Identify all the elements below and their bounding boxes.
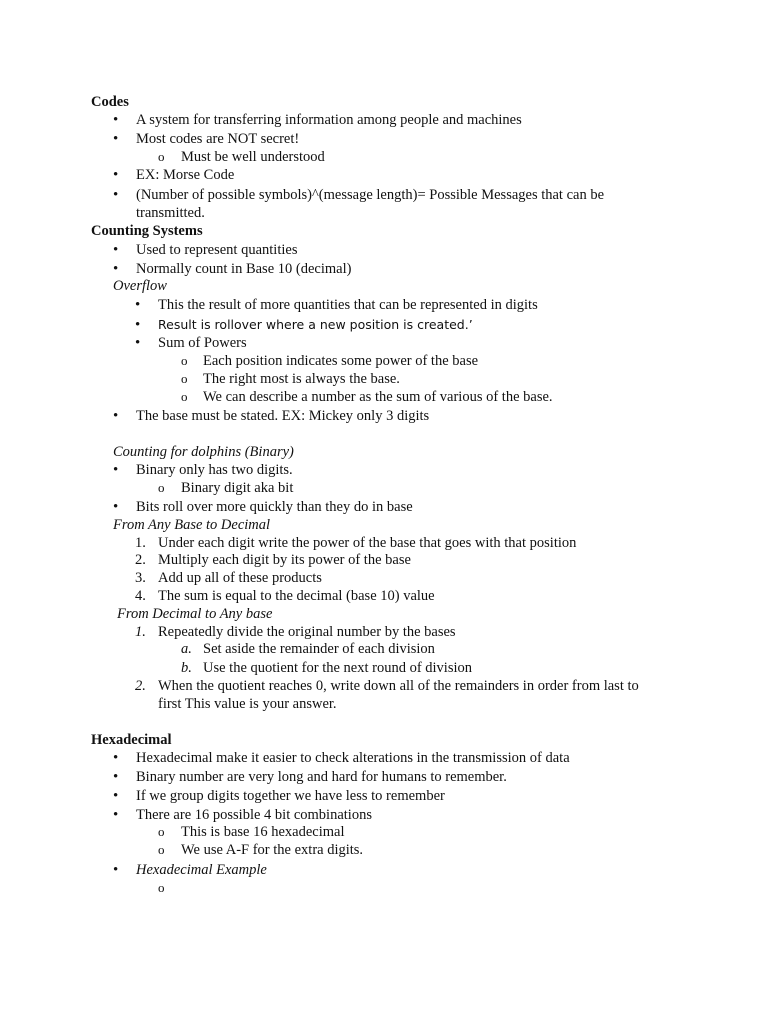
list-item-continuation: transmitted.	[136, 205, 205, 221]
item-number: 3.	[135, 570, 146, 586]
list-item-text: This is base 16 hexadecimal	[181, 824, 345, 840]
list-item-text: Result is rollover where a new position is created.’	[158, 317, 473, 332]
subheading-any-to-decimal: From Any Base to Decimal	[113, 517, 271, 533]
circle-bullet-icon: o	[158, 480, 165, 495]
list-item-text: If we group digits together we have less to remember	[136, 788, 445, 804]
circle-bullet-icon: o	[181, 389, 188, 404]
bullet-icon: •	[135, 317, 141, 333]
item-number: 1.	[135, 624, 146, 640]
circle-bullet-icon: o	[181, 353, 188, 368]
list-item-text: Add up all of these products	[158, 570, 322, 586]
list-item-text: Bits roll over more quickly than they do in base	[136, 499, 413, 515]
bullet-icon: •	[113, 462, 119, 478]
subheading-overflow: Overflow	[113, 278, 167, 294]
list-item-text: (Number of possible symbols)^(message length)= Possible Messages that can be	[136, 187, 605, 203]
circle-bullet-icon: o	[158, 842, 165, 857]
numbered-item-continuation: first This value is your answer.	[158, 696, 337, 712]
list-item-text: Most codes are NOT secret!	[136, 131, 300, 147]
item-number: 4.	[135, 588, 146, 604]
bullet-icon: •	[113, 499, 119, 515]
heading-counting-systems: Counting Systems	[91, 223, 203, 239]
bullet-icon: •	[113, 261, 119, 277]
bullet-icon: •	[113, 112, 119, 128]
item-letter: b.	[181, 660, 192, 676]
list-item-text: Each position indicates some power of the base	[203, 353, 479, 369]
list-item-text: Multiply each digit by its power of the base	[158, 552, 411, 568]
item-number: 2.	[135, 552, 146, 568]
circle-bullet-icon: o	[158, 824, 165, 839]
bullet-icon: •	[135, 335, 141, 351]
list-item-text: Use the quotient for the next round of division	[203, 660, 473, 676]
bullet-icon: •	[113, 862, 119, 878]
list-item-text: Set aside the remainder of each division	[203, 641, 435, 657]
bullet-icon: •	[113, 242, 119, 258]
bullet-icon: •	[113, 788, 119, 804]
list-item-text: We can describe a number as the sum of various of the base.	[203, 389, 553, 405]
item-letter: a.	[181, 641, 192, 657]
circle-bullet-icon: o	[158, 149, 165, 164]
list-item-text: This the result of more quantities that can be represented in digits	[158, 297, 538, 313]
bullet-icon: •	[113, 769, 119, 785]
list-item-text: We use A-F for the extra digits.	[181, 842, 364, 858]
list-item-text: Repeatedly divide the original number by the bases	[158, 624, 456, 640]
list-item-text: The base must be stated. EX: Mickey only 3 digits	[136, 408, 430, 424]
list-item-text: Hexadecimal make it easier to check alterations in the transmission of data	[136, 750, 570, 766]
circle-bullet-icon: o	[181, 371, 188, 386]
list-item-text: Sum of Powers	[158, 335, 247, 351]
list-item-text: The sum is equal to the decimal (base 10) value	[158, 588, 435, 604]
list-item-text: Hexadecimal Example	[136, 862, 267, 878]
bullet-icon: •	[113, 750, 119, 766]
bullet-icon: •	[135, 297, 141, 313]
item-number: 1.	[135, 535, 146, 551]
list-item-text: Must be well understood	[181, 149, 325, 165]
subheading-decimal-to-any: From Decimal to Any base	[117, 606, 273, 622]
list-item-text: There are 16 possible 4 bit combinations	[136, 807, 372, 823]
subheading-dolphins: Counting for dolphins (Binary)	[113, 444, 294, 460]
bullet-icon: •	[113, 807, 119, 823]
circle-bullet-icon: o	[158, 880, 165, 895]
list-item-text: A system for transferring information among people and machines	[136, 112, 522, 128]
bullet-icon: •	[113, 167, 119, 183]
list-item-text: Binary only has two digits.	[136, 462, 293, 478]
list-item-text: Used to represent quantities	[136, 242, 298, 258]
heading-codes: Codes	[91, 94, 129, 110]
list-item-text: Normally count in Base 10 (decimal)	[136, 261, 352, 277]
list-item-text: Under each digit write the power of the base that goes with that position	[158, 535, 577, 551]
list-item-text: When the quotient reaches 0, write down all of the remainders in order from last to	[158, 678, 639, 694]
heading-hexadecimal: Hexadecimal	[91, 732, 172, 748]
list-item-text: The right most is always the base.	[203, 371, 400, 387]
list-item-text: Binary digit aka bit	[181, 480, 294, 496]
list-item-text: Binary number are very long and hard for humans to remember.	[136, 769, 507, 785]
bullet-icon: •	[113, 408, 119, 424]
bullet-icon: •	[113, 187, 119, 203]
bullet-icon: •	[113, 131, 119, 147]
list-item-text: EX: Morse Code	[136, 167, 235, 183]
item-number: 2.	[135, 678, 146, 694]
